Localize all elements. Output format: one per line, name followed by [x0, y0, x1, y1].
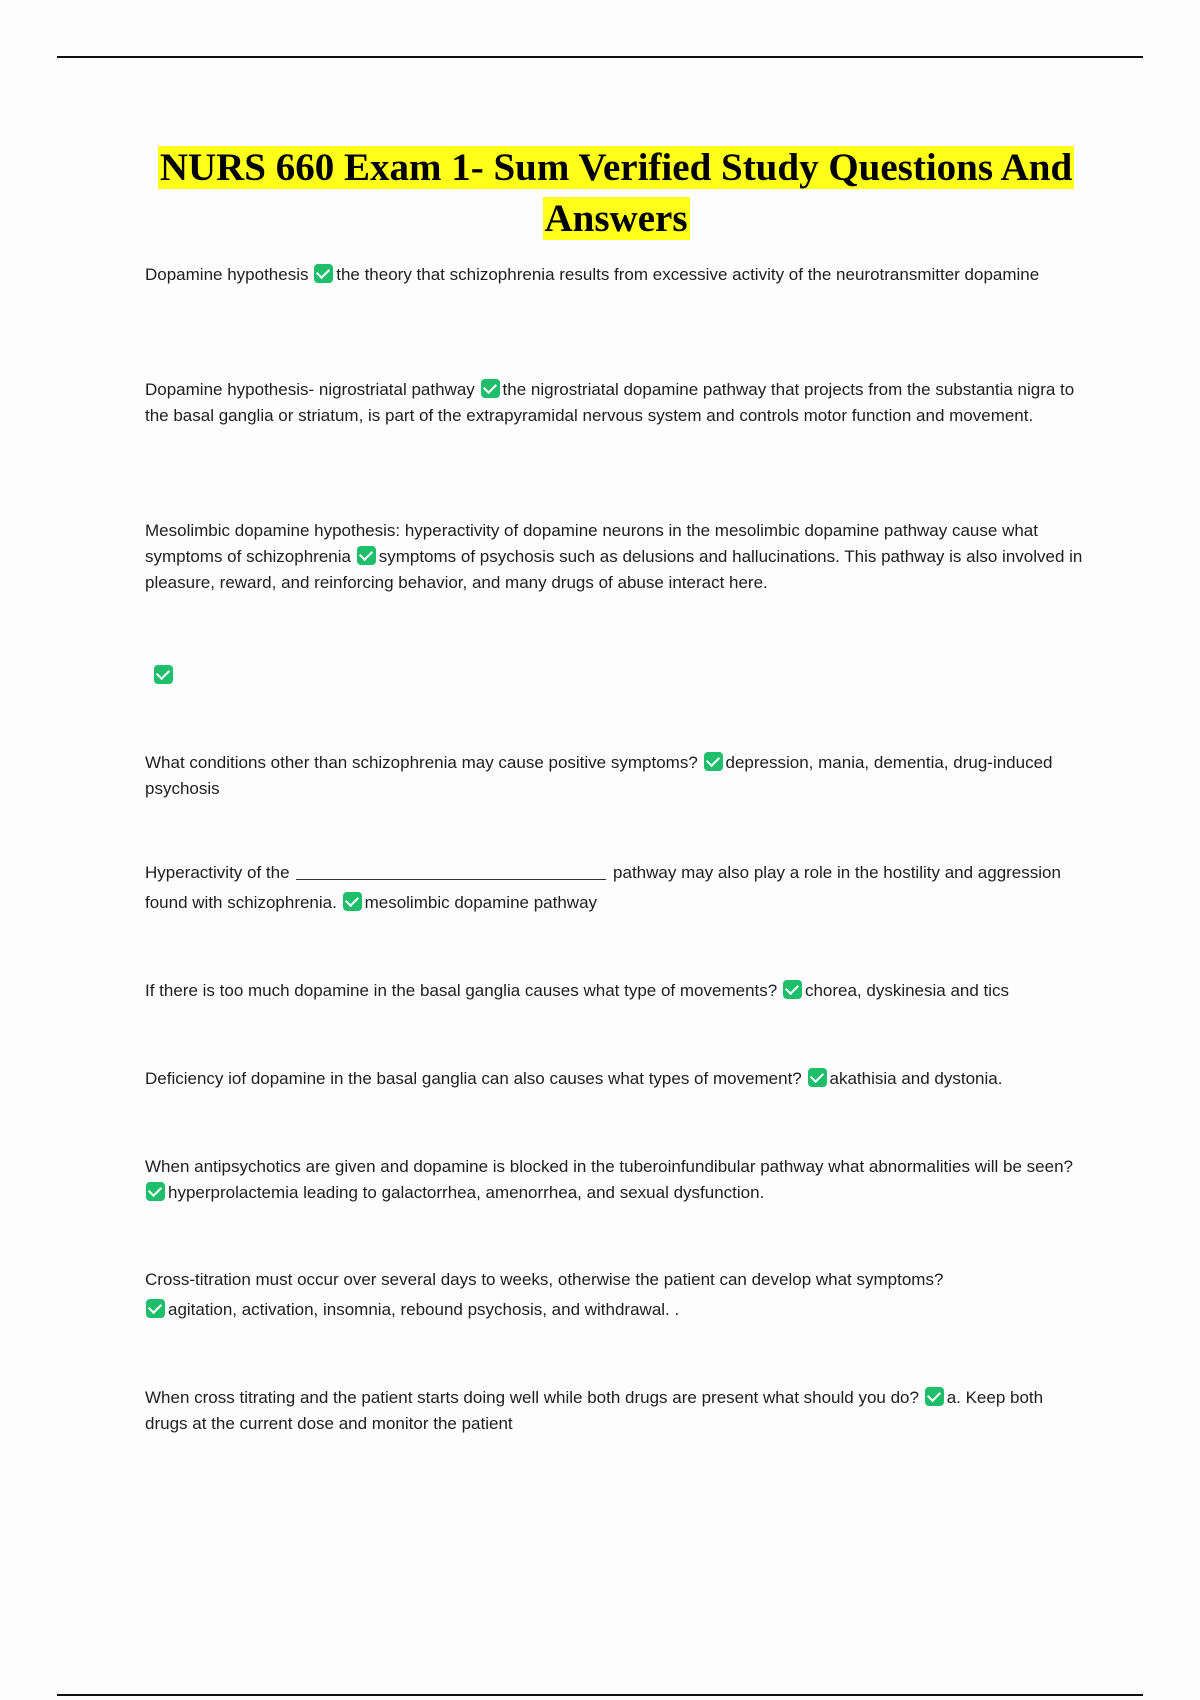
qa-item [145, 1385, 1085, 1437]
check-mark-icon [146, 1182, 165, 1201]
answer-text: the nigrostriatal dopamine pathway that projects from the substantia nigra to the basal ganglia or striatum, is part of the extrapyramidal nervous system and controls motor function and movement. [145, 380, 1075, 425]
qa-item [145, 262, 1085, 288]
question-text: When cross titrating and the patient starts doing well while both drugs are present what should you do? [145, 1388, 919, 1407]
question-text-pre: Hyperactivity of the [145, 863, 290, 882]
qa-item [145, 1066, 1085, 1092]
check-mark-icon [146, 1299, 165, 1318]
title-line-2: Answers [544, 197, 688, 240]
question-text: Dopamine hypothesis- nigrostriatal pathway [145, 380, 475, 399]
question-text: When antipsychotics are given and dopamine is blocked in the tuberoinfundibular pathway what abnormalities will be seen? [145, 1157, 1073, 1176]
qa-item [145, 1265, 1085, 1325]
fill-in-blank-line [296, 863, 606, 880]
answer-text: agitation, activation, insomnia, rebound psychosis, and withdrawal. . [168, 1300, 680, 1319]
qa-item [145, 858, 1085, 918]
check-mark-icon [154, 665, 173, 684]
check-mark-icon [704, 752, 723, 771]
question-text: What conditions other than schizophrenia may cause positive symptoms? [145, 753, 698, 772]
answer-text: chorea, dyskinesia and tics [804, 981, 1010, 1000]
qa-item [145, 518, 1085, 596]
answer-text: symptoms of psychosis such as delusions and hallucinations. This pathway is also involved in pleasure, reward, and reinforcing behavior, and many drugs of abuse interact here. [145, 547, 1083, 592]
check-mark-icon [481, 379, 500, 398]
top-rule [57, 56, 1143, 58]
check-mark-icon [783, 980, 802, 999]
question-text: Mesolimbic dopamine hypothesis: hyperactivity of dopamine neurons in the mesolimbic dopamine pathway cause what symptoms of schizophrenia [145, 521, 1038, 566]
answer-text: mesolimbic dopamine pathway [364, 893, 598, 912]
check-mark-icon [343, 892, 362, 911]
question-text: Cross-titration must occur over several days to weeks, otherwise the patient can develop what symptoms? [145, 1270, 944, 1289]
bottom-rule [57, 1694, 1143, 1696]
check-mark-icon [808, 1068, 827, 1087]
answer-text: hyperprolactemia leading to galactorrhea, amenorrhea, and sexual dysfunction. [168, 1183, 765, 1202]
qa-item [145, 978, 1085, 1004]
answer-text: a. Keep both drugs at the current dose and monitor the patient [145, 1388, 1044, 1433]
answer-text: akathisia and dystonia. [829, 1069, 1003, 1088]
question-text: Dopamine hypothesis [145, 265, 309, 284]
check-mark-icon [357, 546, 376, 565]
question-text-post: pathway may also play a role in the hostility and aggression found with schizophrenia. [145, 863, 1061, 912]
title-line-1: NURS 660 Exam 1- Sum Verified Study Questions And [159, 146, 1073, 189]
qa-item [145, 1154, 1085, 1206]
question-text: Deficiency iof dopamine in the basal ganglia can also causes what types of movement? [145, 1069, 802, 1088]
answer-text: depression, mania, dementia, drug-induced psychosis [145, 753, 1053, 798]
check-mark-icon [314, 264, 333, 283]
qa-item [145, 750, 1085, 802]
page-title [145, 142, 1087, 244]
qa-item [145, 377, 1085, 429]
check-mark-icon [925, 1387, 944, 1406]
question-text: If there is too much dopamine in the basal ganglia causes what type of movements? [145, 981, 778, 1000]
answer-text: the theory that schizophrenia results from excessive activity of the neurotransmitter dopamine [336, 265, 1040, 284]
